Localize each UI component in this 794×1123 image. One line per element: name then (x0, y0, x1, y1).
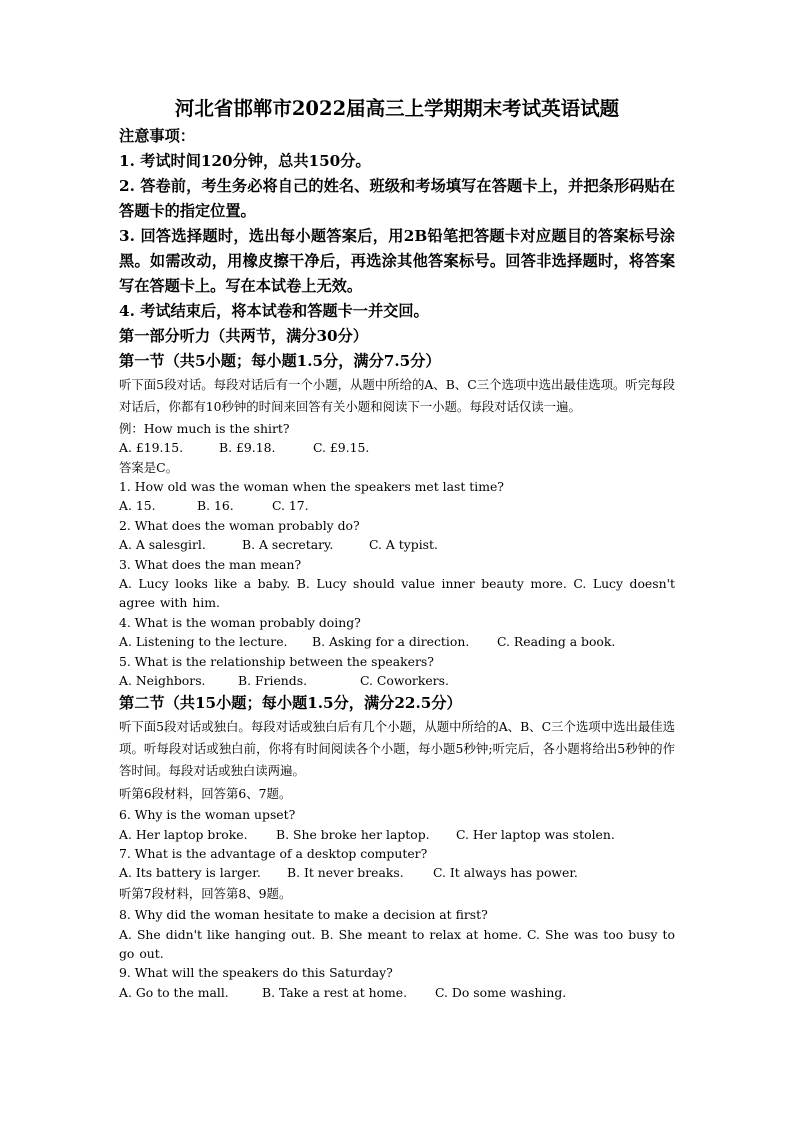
question-3-options: A. Lucy looks like a baby. B. Lucy should value inner beauty more. C. Lucy doesn't agree with him. (119, 576, 675, 611)
option-c: C. 17. (272, 498, 309, 514)
question-2-options (119, 535, 675, 554)
question-4-options (119, 632, 675, 651)
option-b: B. Asking for a direction. (312, 634, 470, 650)
option-a: A. Neighbors. (119, 673, 206, 689)
example-question: 例：How much is the shirt? (119, 420, 290, 436)
question-1-options (119, 496, 675, 515)
notice-heading: 注意事项： (119, 127, 195, 145)
option-c: C. Reading a book. (497, 634, 616, 650)
notice-4: 4. 考试结束后，将本试卷和答题卡一并交回。 (119, 302, 429, 320)
question-5: 5. What is the relationship between the speakers? (119, 653, 434, 669)
option-a: A. 15. (119, 498, 156, 514)
exam-title: 河北省邯郸市2022届高三上学期期末考试英语试题 (174, 97, 620, 120)
exam-page (119, 96, 675, 1002)
example-answer: 答案是C。 (119, 459, 179, 475)
option-b: B. Friends. (238, 673, 308, 689)
option-b: B. A secretary. (242, 537, 334, 553)
notice-3: 3. 回答选择题时，选出每小题答案后，用2B铅笔把答题卡对应题目的答案标号涂黑。如需改动，用橡皮擦干净后，再选涂其他答案标号。回答非选择题时，将答案写在答题卡上。写在本试卷上无效。 (119, 227, 675, 295)
question-6-options (119, 825, 675, 844)
option-b: B. She broke her laptop. (276, 826, 430, 842)
question-2: 2. What does the woman probably do? (119, 517, 360, 533)
question-1: 1. How old was the woman when the speakers met last time? (119, 479, 504, 495)
option-a: A. Its battery is larger. (119, 865, 261, 881)
part1-heading: 第一部分听力（共两节，满分30分） (119, 327, 368, 345)
option-b: B. It never breaks. (287, 865, 404, 881)
question-8: 8. Why did the woman hesitate to make a decision at first? (119, 907, 488, 923)
material-6-note: 听第6段材料，回答第6、7题。 (119, 785, 292, 801)
option-a: A. Go to the mall. (119, 984, 229, 1000)
question-3: 3. What does the man mean? (119, 556, 302, 572)
question-4: 4. What is the woman probably doing? (119, 614, 361, 630)
question-8-options: A. She didn't like hanging out. B. She meant to relax at home. C. She was too busy to go out. (119, 926, 675, 961)
option-a: A. A salesgirl. (119, 537, 206, 553)
section1-instructions: 听下面5段对话。每段对话后有一个小题，从题中所给的A、B、C三个选项中选出最佳选项。听完每段对话后，你都有10秒钟的时间来回答有关小题和阅读下一小题。每段对话仅读一遍。 (119, 377, 675, 415)
question-7-options (119, 863, 675, 882)
question-9: 9. What will the speakers do this Saturday? (119, 965, 393, 981)
question-6: 6. Why is the woman upset? (119, 807, 296, 823)
option-b: B. 16. (197, 498, 234, 514)
option-a: A. Listening to the lecture. (119, 634, 288, 650)
question-5-options (119, 671, 675, 690)
option-c: C. Coworkers. (360, 673, 449, 689)
question-9-options (119, 983, 675, 1002)
option-a: A. Her laptop broke. (119, 826, 248, 842)
example-options (119, 438, 675, 457)
option-b: B. £9.18. (219, 440, 276, 456)
material-7-note: 听第7段材料，回答第8、9题。 (119, 885, 292, 901)
option-c: C. £9.15. (313, 440, 370, 456)
section2-instructions: 听下面5段对话或独白。每段对话或独白后有几个小题，从题中所给的A、B、C三个选项中选出最佳选项。听每段对话或独白前，你将有时间阅读各个小题，每小题5秒钟;听完后，各小题将给出5秒钟的作答时间。每段对话或独白读两遍。 (119, 718, 675, 779)
option-c: C. Her laptop was stolen. (456, 826, 615, 842)
question-7: 7. What is the advantage of a desktop computer? (119, 845, 428, 861)
option-c: C. Do some washing. (435, 984, 567, 1000)
notice-2: 2. 答卷前，考生务必将自己的姓名、班级和考场填写在答题卡上，并把条形码贴在答题卡的指定位置。 (119, 177, 675, 220)
option-a: A. £19.15. (119, 440, 184, 456)
option-c: C. It always has power. (433, 865, 578, 881)
option-b: B. Take a rest at home. (262, 984, 408, 1000)
notice-1: 1. 考试时间120分钟，总共150分。 (119, 152, 371, 170)
option-c: C. A typist. (369, 537, 438, 553)
section2-heading: 第二节（共15小题；每小题1.5分，满分22.5分） (119, 693, 462, 712)
section1-heading: 第一节（共5小题；每小题1.5分，满分7.5分） (119, 352, 441, 370)
